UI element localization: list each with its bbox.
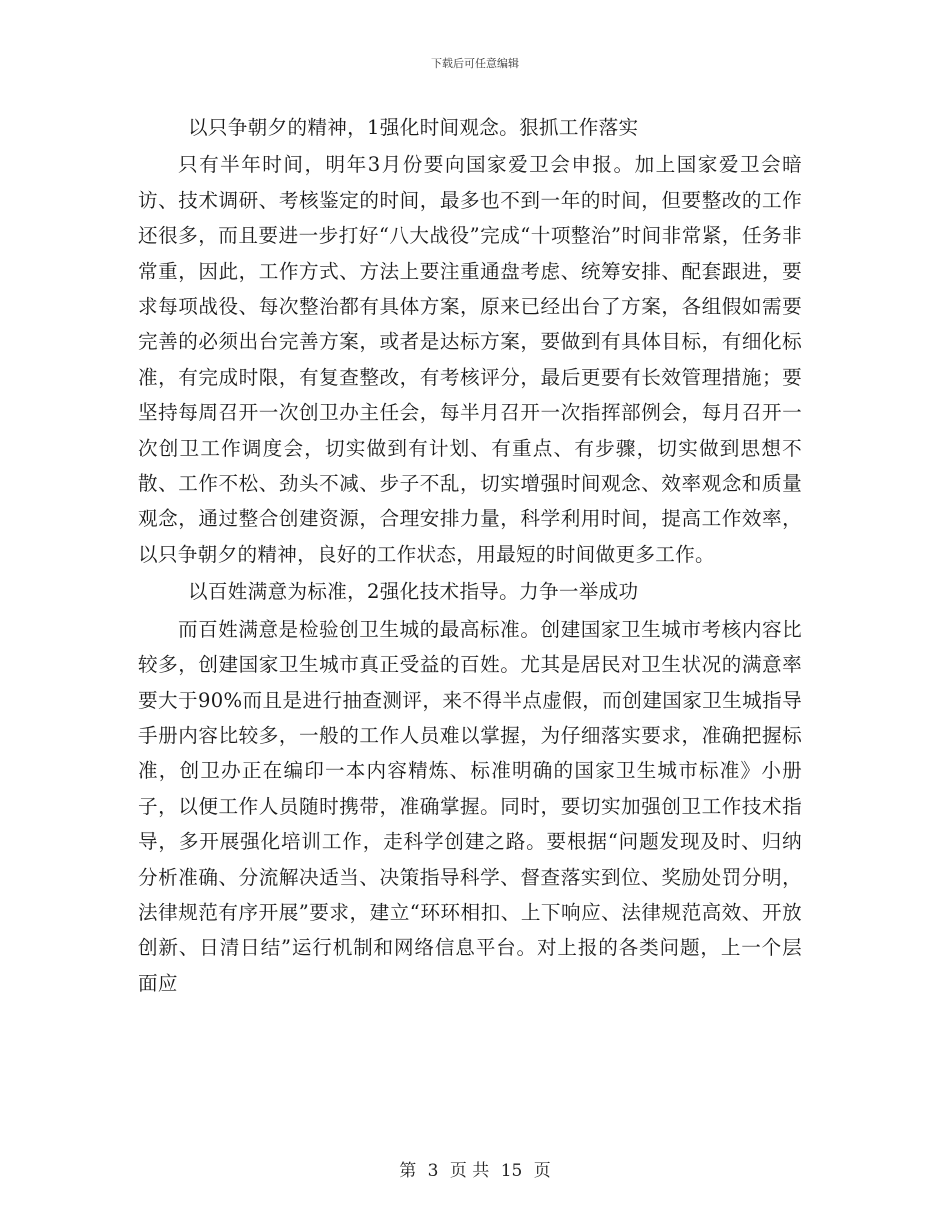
section-2-heading: 以百姓满意为标准，2强化技术指导。力争一举成功 <box>188 580 639 604</box>
footer-prefix: 第 <box>399 1161 417 1181</box>
page-footer <box>0 1156 950 1181</box>
page-header-note: 下载后可任意编辑 <box>431 57 519 70</box>
document-body <box>138 110 802 1001</box>
footer-middle: 页 共 <box>449 1161 490 1181</box>
footer-total-pages: 15 <box>500 1161 523 1181</box>
footer-current-page: 3 <box>427 1161 439 1181</box>
section-1-body: 只有半年时间，明年3月份要向国家爱卫会申报。加上国家爱卫会暗访、技术调研、考核鉴定的时间，最多也不到一年的时间，但要整改的工作还很多，而且要进一步打好“八大战役”完成“十项整治”时间非常紧，任务非常重，因此，工作方式、方法上要注重通盘考虑、统筹安排、配套跟进，要求每项战役、每次整治都有具体方案，原来已经出台了方案，各组假如需要完善的必须出台完善方案，或者是达标方案，要做到有具体目标，有细化标准，有完成时限，有复查整改，有考核评分，最后更要有长效管理措施；要坚持每周召开一次创卫办主任会，每半月召开一次指挥部例会，每月召开一次创卫工作调度会，切实做到有计划、有重点、有步骤，切实做到思想不散、工作不松、劲头不减、步子不乱，切实增强时间观念、效率观念和质量观念，通过整合创建资源，合理安排力量，科学利用时间，提高工作效率，以只争朝夕的精神，良好的工作状态，用最短的时间做更多工作。 <box>138 153 802 566</box>
footer-suffix: 页 <box>533 1161 551 1181</box>
section-1-heading: 以只争朝夕的精神，1强化时间观念。狠抓工作落实 <box>188 116 639 139</box>
section-2-body: 而百姓满意是检验创卫生城的最高标准。创建国家卫生城市考核内容比较多，创建国家卫生城市真正受益的百姓。尤其是居民对卫生状况的满意率要大于90%而且是进行抽查测评，来不得半点虚假，而创建国家卫生城指导手册内容比较多，一般的工作人员难以掌握，为仔细落实要求，准确把握标准，创卫办正在编印一本内容精炼、标准明确的国家卫生城市标准》小册子，以便工作人员随时携带，准确掌握。同时，要切实加强创卫工作技术指导，多开展强化培训工作，走科学创建之路。要根据“问题发现及时、归纳分析准确、分流解决适当、决策指导科学、督查落实到位、奖励处罚分明，法律规范有序开展”要求，建立“环环相扣、上下响应、法律规范高效、开放创新、日清日结”运行机制和网络信息平台。对上报的各类问题，上一个层面应 <box>138 617 802 995</box>
